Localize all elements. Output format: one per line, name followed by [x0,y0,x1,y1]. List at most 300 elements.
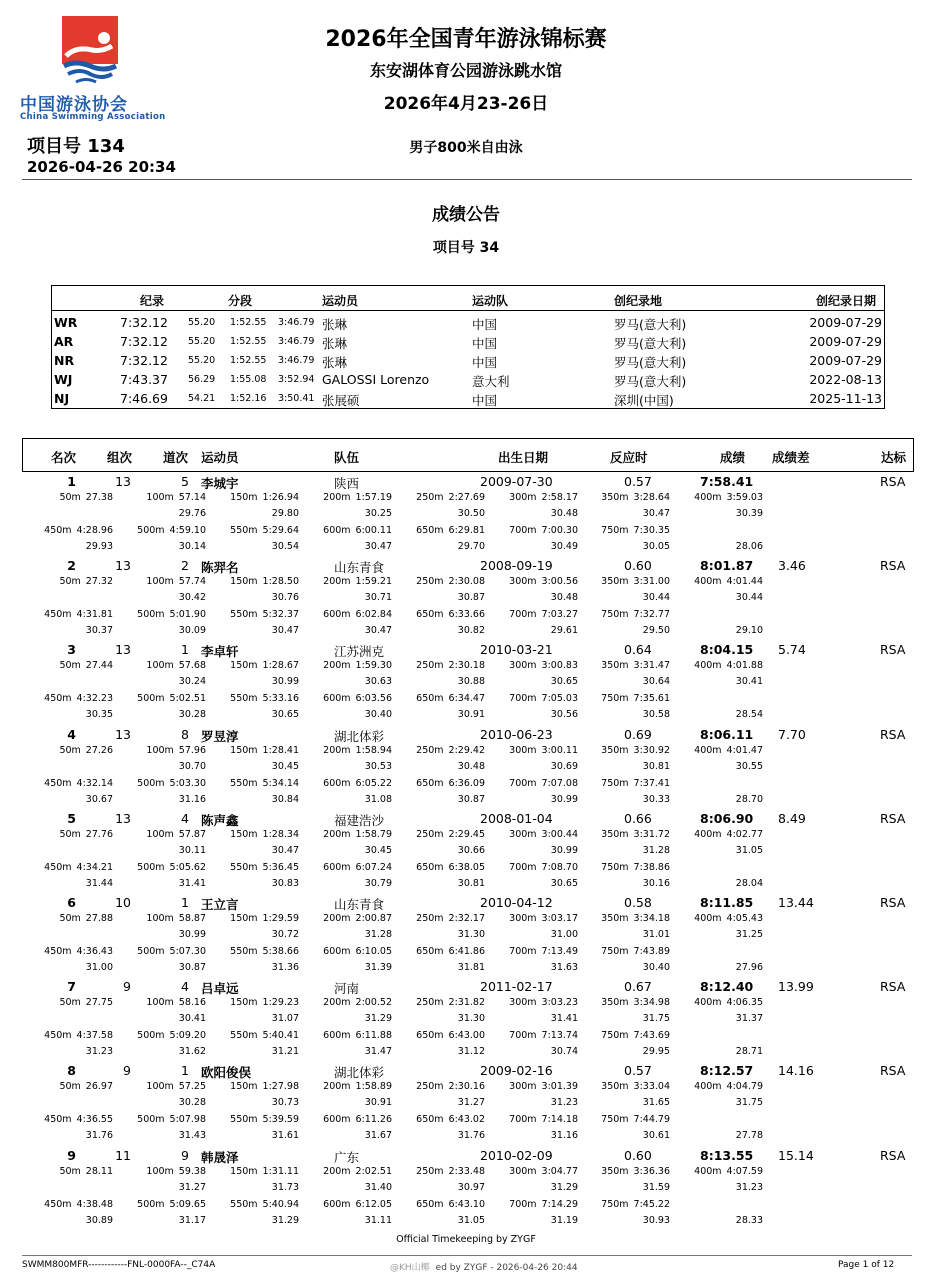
split-cumulative [323,913,392,924]
result-behind: 8.49 [778,810,806,826]
record-split-2: 1:55.08 [230,374,267,385]
split-distance: 200m [323,997,351,1009]
result-team: 广东 [334,1149,360,1165]
result-behind: 7.70 [778,726,806,742]
split-time: 7:44.79 [633,1114,670,1126]
split-cumulative [694,576,763,587]
split-cumulative [323,1199,392,1210]
split-lap-time: 31.00 [85,962,113,973]
result-time: 8:06.11 [700,726,754,742]
split-time: 1:58.94 [355,744,392,756]
split-distance: 700m [509,525,537,536]
record-time: 7:32.12 [120,315,168,330]
split-time: 5:40.41 [262,1030,299,1042]
split-lap-time: 31.59 [642,1181,670,1193]
split-distance: 550m [230,1030,258,1042]
result-heat: 11 [115,1147,131,1163]
split-time: 3:59.03 [726,492,763,503]
result-reaction-time: 0.57 [624,1063,652,1079]
split-distance: 500m [137,1198,165,1210]
record-athlete: 张展硕 [322,393,360,408]
split-lap-time: 30.41 [735,676,763,688]
result-lane: 8 [181,726,189,742]
split-lap-time: 30.99 [178,929,206,940]
record-athlete: 张琳 [322,317,348,332]
event-subtitle: 项目号 34 [432,240,500,256]
logo-english-text: China Swimming Association [20,112,166,122]
split-distance: 150m [230,744,258,756]
split-distance: 250m [416,744,444,756]
split-distance: 200m [323,576,351,588]
split-cumulative [323,745,392,756]
results-header-reaction: 反应时 [610,450,648,465]
split-distance: 150m [230,492,258,503]
split-lap-time: 30.47 [364,541,392,552]
result-lane: 4 [181,979,189,995]
record-split-3: 3:52.94 [278,374,315,385]
split-distance: 150m [230,1081,258,1093]
split-distance: 600m [323,1198,351,1210]
split-cumulative [230,1114,299,1125]
split-cumulative [694,745,763,756]
split-time: 57.14 [178,492,206,503]
record-team: 中国 [472,393,498,408]
split-cumulative [509,1199,578,1210]
split-time: 5:01.90 [169,609,206,621]
split-cumulative [509,778,578,789]
split-time: 6:43.00 [448,1030,485,1042]
split-lap-time: 30.67 [85,793,113,805]
split-time: 3:31.72 [633,828,670,840]
split-lap-time: 30.47 [364,625,392,637]
split-distance: 700m [509,777,537,789]
split-distance: 350m [601,492,629,503]
split-distance: 450m [44,693,72,705]
split-lap-time: 30.73 [271,1097,299,1109]
record-split-1: 55.20 [188,355,216,366]
split-cumulative [601,660,670,671]
split-cumulative [323,609,392,620]
split-time: 4:37.58 [76,1030,113,1042]
result-standard: RSA [880,895,906,910]
split-distance: 500m [137,525,165,536]
split-cumulative [44,1199,113,1210]
split-cumulative [323,829,392,840]
split-distance: 450m [44,861,72,873]
split-lap-time: 30.50 [457,508,485,519]
split-lap-time: 30.37 [85,625,113,637]
record-split-1: 55.20 [188,317,216,328]
split-cumulative [416,913,485,924]
result-standard: RSA [880,642,906,658]
split-lap-time: 30.44 [642,592,670,604]
split-time: 58.87 [178,913,206,924]
split-distance: 200m [323,660,351,672]
split-lap-time: 30.65 [271,709,299,721]
results-header-dob: 出生日期 [498,450,549,465]
split-cumulative [694,997,763,1008]
split-cumulative [509,913,578,924]
split-cumulative [601,913,670,924]
split-cumulative [601,862,670,873]
split-time: 6:10.05 [355,946,392,957]
split-cumulative [59,492,113,503]
split-distance: 400m [694,997,722,1009]
split-distance: 250m [416,1081,444,1093]
result-athlete: 韩晟泽 [201,1149,239,1165]
result-athlete: 王立言 [201,897,239,912]
split-distance: 200m [323,492,351,503]
split-cumulative [323,778,392,789]
split-cumulative [323,1081,392,1092]
split-distance: 300m [509,660,537,672]
split-time: 27.75 [85,997,113,1009]
result-time: 8:13.55 [700,1147,754,1163]
split-time: 27.44 [85,660,113,672]
split-lap-time: 31.17 [178,1214,206,1226]
result-athlete: 李卓轩 [201,644,239,660]
split-lap-time: 30.64 [642,676,670,688]
record-split-3: 3:46.79 [278,336,315,347]
split-distance: 600m [323,777,351,789]
record-time: 7:32.12 [120,334,168,349]
split-lap-time: 31.63 [550,962,578,973]
split-distance: 250m [416,828,444,840]
split-time: 6:43.02 [448,1114,485,1126]
split-cumulative [230,525,299,536]
split-time: 1:28.34 [262,828,299,840]
split-cumulative [44,862,113,873]
record-date: 2025-11-13 [809,391,882,406]
split-cumulative [694,913,763,924]
split-lap-time: 31.29 [271,1214,299,1226]
split-cumulative [323,946,392,957]
split-time: 27.26 [85,744,113,756]
split-cumulative [416,745,485,756]
split-distance: 500m [137,693,165,705]
split-cumulative [601,1030,670,1041]
result-row [0,811,932,895]
split-lap-time: 30.81 [642,760,670,772]
result-time: 8:06.90 [700,810,754,826]
split-time: 58.16 [178,997,206,1009]
split-cumulative [44,1114,113,1125]
split-distance: 200m [323,744,351,756]
split-distance: 750m [601,1198,629,1210]
split-distance: 400m [694,1165,722,1177]
record-code: NR [54,353,75,368]
split-time: 57.25 [178,1081,206,1093]
split-time: 2:00.52 [355,997,392,1009]
result-team: 湖北体彩 [334,728,385,744]
split-lap-time: 31.08 [364,793,392,805]
split-time: 3:34.18 [633,913,670,924]
split-time: 3:04.77 [541,1165,578,1177]
split-time: 6:07.24 [355,861,392,873]
split-lap-time: 31.41 [550,1013,578,1025]
split-cumulative [230,1081,299,1092]
split-cumulative [416,1030,485,1041]
split-lap-time: 31.61 [271,1130,299,1142]
result-row [0,558,932,642]
split-lap-time: 31.23 [85,1046,113,1058]
split-distance: 550m [230,946,258,957]
split-lap-time: 29.95 [642,1046,670,1058]
split-cumulative [694,660,763,671]
result-lane: 1 [181,642,189,658]
result-time: 8:01.87 [700,558,754,574]
split-distance: 100m [146,660,174,672]
split-lap-time: 30.87 [457,793,485,805]
record-athlete: 张琳 [322,336,348,351]
split-distance: 450m [44,609,72,621]
split-time: 28.11 [85,1165,113,1177]
split-lap-time: 31.27 [457,1097,485,1109]
result-rank: 8 [67,1063,76,1079]
split-distance: 100m [146,913,174,924]
result-team: 福建浩沙 [334,812,385,828]
split-cumulative [230,576,299,587]
split-lap-time: 30.45 [271,760,299,772]
split-time: 1:59.30 [355,660,392,672]
record-place: 罗马(意大利) [614,355,687,370]
split-distance: 300m [509,1081,537,1093]
result-lane: 1 [181,1063,189,1079]
result-heat: 9 [123,1063,131,1079]
split-cumulative [509,745,578,756]
split-lap-time: 31.23 [735,1181,763,1193]
split-time: 5:09.65 [169,1198,206,1210]
split-lap-time: 31.44 [85,877,113,889]
split-time: 6:41.86 [448,946,485,957]
result-rank: 3 [67,642,76,658]
split-lap-time: 31.37 [735,1013,763,1025]
split-cumulative [416,609,485,620]
split-distance: 300m [509,744,537,756]
split-cumulative [416,492,485,503]
split-lap-time: 30.14 [178,541,206,552]
split-time: 7:35.61 [633,693,670,705]
record-split-1: 55.20 [188,336,216,347]
split-time: 1:28.67 [262,660,299,672]
split-distance: 550m [230,777,258,789]
split-lap-time: 29.80 [271,508,299,519]
record-team: 中国 [472,317,498,332]
result-heat: 10 [115,895,131,910]
record-date: 2022-08-13 [809,372,882,387]
split-distance: 50m [59,744,81,756]
split-cumulative [230,492,299,503]
split-time: 6:34.47 [448,693,485,705]
split-cumulative [137,1030,206,1041]
split-cumulative [137,693,206,704]
split-distance: 300m [509,913,537,924]
split-lap-time: 30.74 [550,1046,578,1058]
split-lap-time: 29.50 [642,625,670,637]
venue: 东安湖体育公园游泳跳水馆 [369,61,562,80]
split-distance: 100m [146,744,174,756]
split-distance: 300m [509,1165,537,1177]
split-time: 4:06.35 [726,997,763,1009]
split-lap-time: 30.47 [271,625,299,637]
result-athlete: 陈羿名 [201,560,239,576]
split-time: 57.87 [178,828,206,840]
split-time: 5:02.51 [169,693,206,705]
split-time: 3:00.83 [541,660,578,672]
split-lap-time: 30.05 [642,541,670,552]
split-cumulative [137,778,206,789]
result-team: 山东青食 [334,897,385,912]
split-distance: 150m [230,576,258,588]
result-row [0,1148,932,1232]
split-lap-time: 28.33 [735,1214,763,1226]
split-distance: 600m [323,946,351,957]
split-cumulative [146,745,206,756]
split-cumulative [601,946,670,957]
split-cumulative [509,693,578,704]
split-lap-time: 31.40 [364,1181,392,1193]
results-header-rank: 名次 [51,450,77,465]
split-time: 7:03.27 [541,609,578,621]
result-dob: 2009-02-16 [480,1063,553,1079]
split-lap-time: 31.07 [271,1013,299,1025]
page-number: Page 1 of 12 [838,1260,895,1270]
split-cumulative [509,1114,578,1125]
split-distance: 550m [230,861,258,873]
split-lap-time: 30.99 [550,844,578,856]
split-time: 57.74 [178,576,206,588]
split-time: 27.32 [85,576,113,588]
split-lap-time: 30.99 [271,676,299,688]
records-row [52,389,884,408]
split-lap-time: 29.10 [735,625,763,637]
split-distance: 350m [601,576,629,588]
split-time: 5:33.16 [262,693,299,705]
split-cumulative [230,1030,299,1041]
split-cumulative [44,778,113,789]
split-distance: 350m [601,660,629,672]
event-name: 男子800米自由泳 [409,140,523,156]
split-lap-time: 30.87 [178,962,206,973]
footer-divider [22,1255,912,1256]
record-time: 7:46.69 [120,391,168,406]
split-lap-time: 29.76 [178,508,206,519]
split-time: 4:07.59 [726,1165,763,1177]
split-lap-time: 30.48 [457,760,485,772]
split-cumulative [323,1114,392,1125]
split-cumulative [601,1199,670,1210]
split-cumulative [416,525,485,536]
result-reaction-time: 0.57 [624,474,652,489]
split-distance: 300m [509,828,537,840]
split-lap-time: 30.45 [364,844,392,856]
split-time: 1:57.19 [355,492,392,503]
split-distance: 450m [44,1030,72,1042]
result-time: 8:11.85 [700,895,754,910]
split-time: 2:29.45 [448,828,485,840]
split-time: 2:00.87 [355,913,392,924]
split-distance: 650m [416,693,444,705]
result-row [0,474,932,558]
result-row [0,979,932,1063]
record-team: 意大利 [472,374,510,389]
split-distance: 100m [146,828,174,840]
split-lap-time: 31.23 [550,1097,578,1109]
split-distance: 500m [137,946,165,957]
record-team: 中国 [472,336,498,351]
split-distance: 50m [59,913,81,924]
split-cumulative [416,1081,485,1092]
split-distance: 550m [230,609,258,621]
split-time: 4:02.77 [726,828,763,840]
split-time: 1:29.23 [262,997,299,1009]
split-lap-time: 31.73 [271,1181,299,1193]
split-distance: 350m [601,1165,629,1177]
split-time: 1:29.59 [262,913,299,924]
split-time: 7:05.03 [541,693,578,705]
split-time: 57.96 [178,744,206,756]
result-reaction-time: 0.66 [624,810,652,826]
result-lane: 4 [181,810,189,826]
split-distance: 550m [230,1198,258,1210]
split-cumulative [44,1030,113,1041]
competition-title: 2026年全国青年游泳锦标赛 [325,27,607,52]
split-cumulative [694,1081,763,1092]
split-time: 6:11.88 [355,1030,392,1042]
split-lap-time: 30.93 [642,1214,670,1226]
split-cumulative [509,609,578,620]
split-lap-time: 31.39 [364,962,392,973]
results-header-lane: 道次 [163,450,189,465]
split-time: 6:12.05 [355,1198,392,1210]
split-distance: 350m [601,913,629,924]
split-cumulative [59,997,113,1008]
split-cumulative [509,492,578,503]
split-distance: 350m [601,828,629,840]
split-time: 7:45.22 [633,1198,670,1210]
split-cumulative [230,778,299,789]
split-lap-time: 30.24 [178,676,206,688]
split-distance: 550m [230,693,258,705]
split-time: 2:02.51 [355,1165,392,1177]
split-time: 7:43.89 [633,946,670,957]
records-header-splits: 分段 [228,294,253,308]
split-time: 5:09.20 [169,1030,206,1042]
split-lap-time: 31.11 [364,1214,392,1226]
records-header-team: 运动队 [472,294,509,308]
split-distance: 100m [146,576,174,588]
result-dob: 2010-03-21 [480,642,553,658]
split-distance: 700m [509,609,537,621]
record-time: 7:32.12 [120,353,168,368]
split-cumulative [509,576,578,587]
split-lap-time: 31.00 [550,929,578,940]
split-distance: 50m [59,1165,81,1177]
split-lap-time: 27.96 [735,962,763,973]
split-lap-time: 30.55 [735,760,763,772]
split-cumulative [146,1081,206,1092]
split-distance: 500m [137,777,165,789]
split-lap-time: 30.84 [271,793,299,805]
result-athlete: 陈声鑫 [201,812,239,828]
split-lap-time: 30.28 [178,1097,206,1109]
split-lap-time: 31.19 [550,1214,578,1226]
records-header-date: 创纪录日期 [816,294,877,308]
split-cumulative [416,1114,485,1125]
split-distance: 550m [230,525,258,536]
split-cumulative [137,1114,206,1125]
split-time: 3:03.17 [541,913,578,924]
